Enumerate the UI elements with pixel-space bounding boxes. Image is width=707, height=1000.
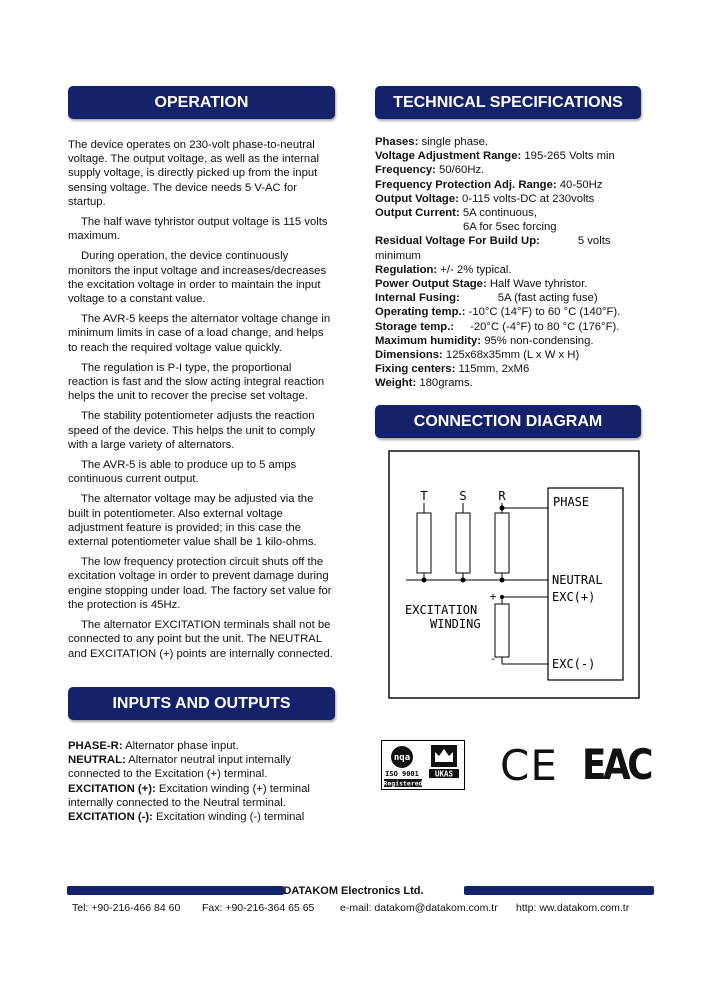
phase-node <box>500 506 505 511</box>
spec-residual-voltage-cont: minimum <box>375 249 421 262</box>
spec-power-output-stage: Power Output Stage: Half Wave tyhristor. <box>375 278 588 291</box>
neutral-node-s <box>461 578 466 583</box>
operation-paragraph: The device operates on 230-volt phase-to-neutral voltage. The output voltage, as well as the internal supply voltage, is directly picked up from the input sensing voltage. The device needs 5 V-AC for startup. <box>68 139 319 208</box>
footer-company: DATAKOM Electronics Ltd. <box>283 885 424 897</box>
iso-text: ISO 9001 <box>385 770 419 778</box>
operation-text <box>68 138 334 667</box>
label-neutral: NEUTRAL <box>552 573 603 587</box>
footer-web: http: ww.datakom.com.tr <box>516 902 630 914</box>
operation-paragraph: The alternator voltage may be adjusted via the built in potentiometer. Also external voltage adjustment feature is provided; in this case the external potentiometer value shall be 1 kilo-ohms. <box>68 493 317 549</box>
spec-output-current-forcing: 6A for 5sec forcing <box>463 221 557 234</box>
resistor-s <box>456 513 470 573</box>
spec-output-current: Output Current: 5A continuous, <box>375 207 537 220</box>
ukas-text: UKAS <box>434 769 454 779</box>
label-winding-1: EXCITATION <box>405 603 478 617</box>
resistor-t <box>417 513 431 573</box>
neutral-node-t <box>422 578 427 583</box>
connection-diagram <box>388 450 642 700</box>
io-item: EXCITATION (-): Excitation winding (-) terminal <box>68 811 305 824</box>
operation-paragraph: The low frequency protection circuit shuts off the excitation voltage in order to prevent damage during engine stopping under load. The factory set value for the protection is 45Hz. <box>68 556 332 611</box>
nqa-ukas-logo <box>381 740 465 790</box>
operation-paragraph: The regulation is P-I type, the proportional reaction is fast and the slow acting integral reaction helps the unit to recover the precise set voltage. <box>68 361 325 403</box>
spec-storage-temp: Storage temp.: -20°C (-4°F) to 80 °C (176°F). <box>375 320 620 333</box>
inputs-outputs-banner: INPUTS AND OUTPUTS <box>68 687 335 720</box>
operation-paragraph: The AVR-5 is able to produce up to 5 amps continuous current output. <box>68 459 297 486</box>
spec-dimensions: Dimensions: 125x68x35mm (L x W x H) <box>375 349 580 362</box>
ce-mark: CE <box>500 741 558 790</box>
spec-regulation: Regulation: +/- 2% typical. <box>375 263 512 276</box>
spec-frequency: Frequency: 50/60Hz. <box>375 164 485 177</box>
nqa-text: nqa <box>393 753 411 763</box>
spec-residual-voltage: Residual Voltage For Build Up: 5 volts <box>375 235 611 248</box>
operation-paragraph: During operation, the device continuously monitors the input voltage and increases/decreases the excitation voltage in order to maintain the input voltage to a constant value. <box>68 250 327 306</box>
spec-weight: Weight: 180grams. <box>375 377 473 390</box>
eac-mark: EAC <box>582 740 651 789</box>
label-winding-2: WINDING <box>430 617 481 631</box>
label-exc-minus: EXC(-) <box>552 657 596 671</box>
label-phase: PHASE <box>553 495 590 509</box>
label-s: S <box>459 489 467 503</box>
label-r: R <box>498 489 506 503</box>
operation-paragraph: The alternator EXCITATION terminals shall not be connected to any point but the unit. The NEUTRAL and EXCITATION (+) points are internally connected. <box>68 619 333 660</box>
specs-banner: TECHNICAL SPECIFICATIONS <box>375 86 641 119</box>
spec-internal-fusing: Internal Fusing: 5A (fast acting fuse) <box>375 292 598 305</box>
io-item: EXCITATION (+): Excitation winding (+) terminal internally connected to the Neutral terminal. <box>68 782 310 809</box>
neutral-node-r <box>500 578 505 583</box>
resistor-r <box>495 513 509 573</box>
spec-humidity: Maximum humidity: 95% non-condensing. <box>375 334 594 347</box>
operation-paragraph: The AVR-5 keeps the alternator voltage change in minimum limits in case of a load change, and helps to reach the required voltage value quickly. <box>68 313 331 354</box>
io-item: NEUTRAL: Alternator neutral input internally connected to the Excitation (+) terminal. <box>68 754 291 781</box>
specs-text <box>375 135 641 391</box>
io-item: PHASE-R: Alternator phase input. <box>68 740 239 752</box>
inputs-outputs-text <box>68 739 334 824</box>
registered-text: Registered <box>383 779 423 788</box>
spec-operating-temp: Operating temp.: -10°C (14°F) to 60 °C (140°F). <box>375 306 621 319</box>
operation-paragraph: The stability potentiometer adjusts the reaction speed of the device. This helps the unit to comply with a large variety of alternators. <box>68 410 316 451</box>
label-exc-plus: EXC(+) <box>552 590 596 604</box>
footer-tel: Tel: +90-216-466 84 60 <box>72 902 181 914</box>
diagram-banner: CONNECTION DIAGRAM <box>375 405 641 438</box>
spec-output-voltage: Output Voltage: 0-115 volts-DC at 230volts <box>375 192 595 205</box>
spec-voltage-adjustment: Voltage Adjustment Range: 195-265 Volts min <box>375 150 615 163</box>
spec-fixing-centers: Fixing centers: 115mm, 2xM6 <box>375 363 530 376</box>
footer-fax: Fax: +90-216-364 65 65 <box>202 902 315 914</box>
spec-phases: Phases: single phase. <box>375 136 489 148</box>
label-plus: + <box>489 590 497 603</box>
label-minus: - <box>489 652 497 665</box>
excitation-winding <box>495 604 509 657</box>
operation-banner: OPERATION <box>68 86 335 119</box>
operation-paragraph: The half wave tyhristor output voltage is 115 volts maximum. <box>68 216 328 243</box>
label-t: T <box>420 489 428 503</box>
footer-email: e-mail: datakom@datakom.com.tr <box>340 902 498 914</box>
spec-frequency-protection: Frequency Protection Adj. Range: 40-50Hz <box>375 178 603 191</box>
